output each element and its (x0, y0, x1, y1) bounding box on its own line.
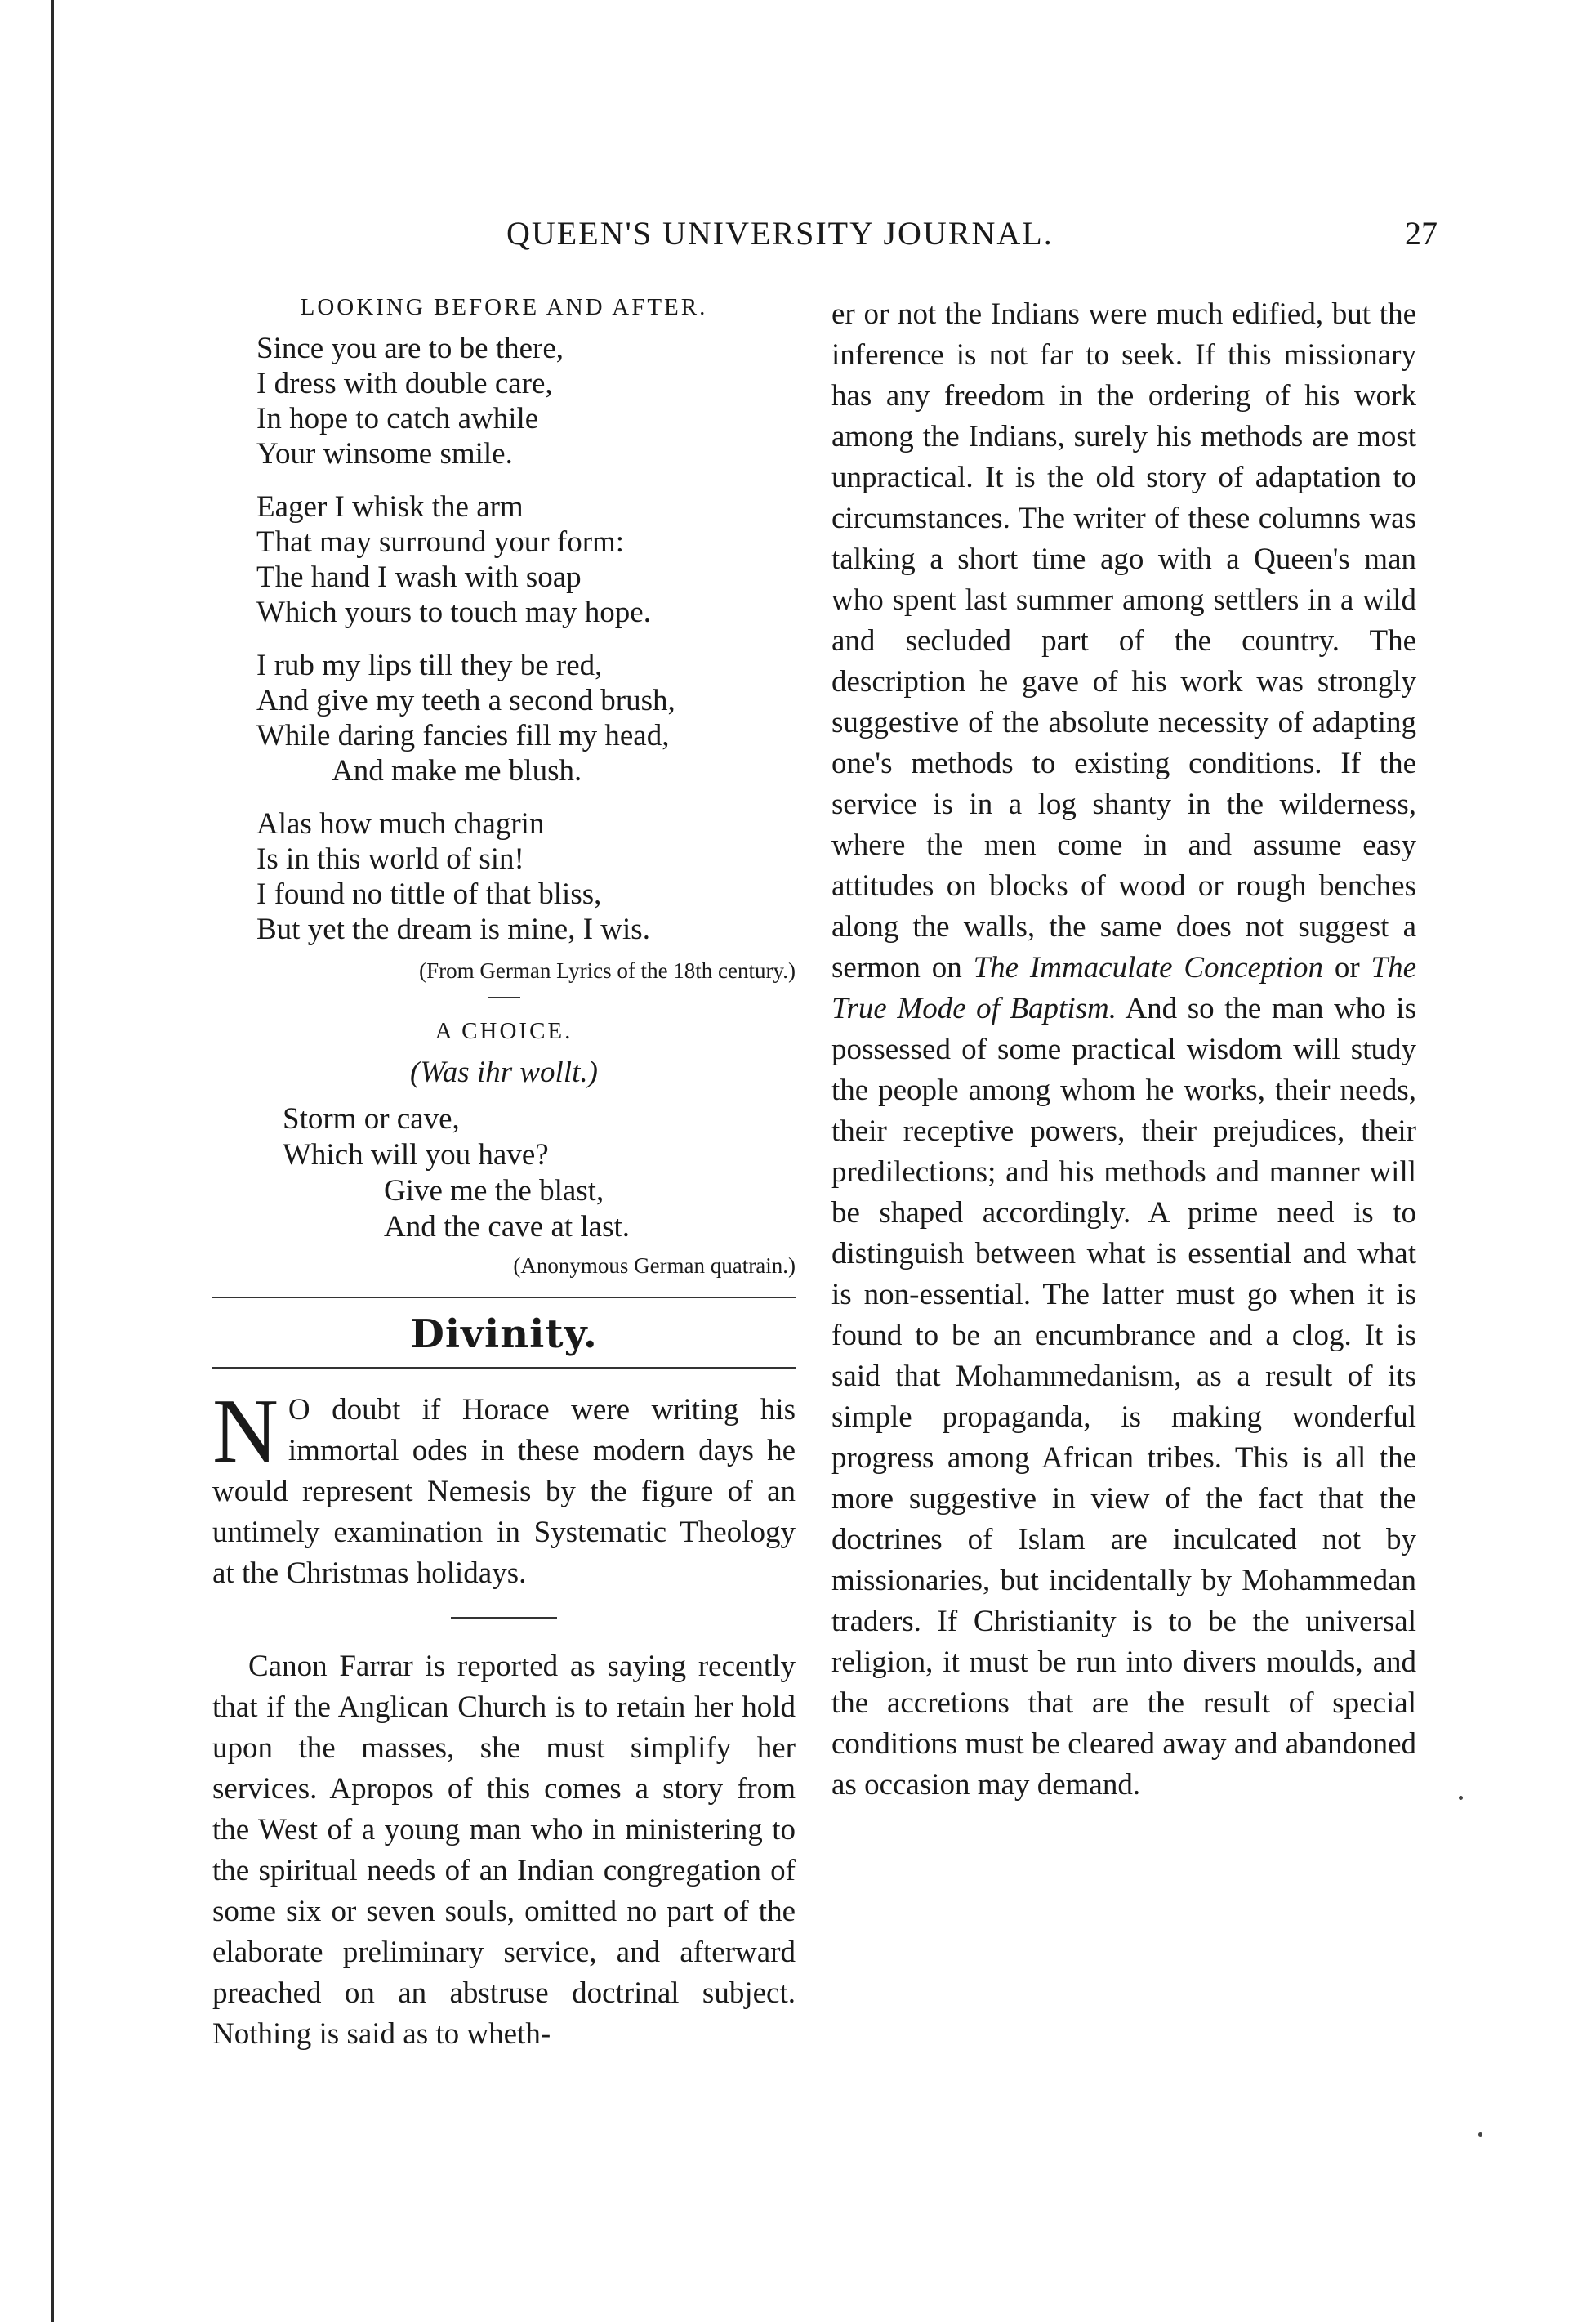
poem-title: LOOKING BEFORE AND AFTER. (300, 294, 708, 320)
article-paragraph (831, 294, 1416, 1806)
poem-stanza (256, 489, 796, 630)
poem-line: Which yours to touch may hope. (256, 596, 651, 629)
right-column (831, 294, 1416, 1806)
poem-line: Is in this world of sin! (256, 842, 524, 876)
poem-line: I rub my lips till they be red, (256, 649, 603, 682)
left-column (212, 294, 796, 2055)
poem-line: That may surround your form: (256, 525, 625, 559)
paragraph-text: And so the man who is possessed of some practical wisdom will study the people among whom he works, their needs, their receptive powers, their prejudices, their predilections; and his methods and manner will be shaped accordingly. A prime need is to distinguish between what is essential and what is non-essential. The latter must go when it is found to be an encumbrance and a clog. It is said that Mohammedanism, as a result of its simple propaganda, is making wonderful progress among African tribes. This is all the more suggestive in view of the fact that the doctrines of Islam are inculcated not by missionaries, but incidentally by Mohammedan traders. If Christianity is to be the universal religion, it must be run into divers moulds, and the accretions that are the result of special conditions must be cleared away and abandoned as occasion may demand. (831, 992, 1416, 1802)
drop-cap: N (212, 1381, 279, 1482)
print-speck (1478, 2132, 1482, 2137)
poem-line: In hope to catch awhile (256, 402, 539, 435)
section-rule (212, 1297, 796, 1298)
print-speck (1459, 1796, 1463, 1800)
poem-line: Your winsome smile. (256, 437, 513, 471)
poem-line: While daring fancies fill my head, (256, 719, 670, 752)
poem-line: Which will you have? (283, 1138, 549, 1172)
poem-line: Since you are to be there, (256, 332, 564, 365)
section-rule (212, 1367, 796, 1369)
poem-line: I found no tittle of that bliss, (256, 877, 602, 911)
sermon-title: The True Mode of Baptism. (831, 951, 1416, 1025)
poem-line: Eager I whisk the arm (256, 490, 524, 524)
poem-line: And make me blush. (332, 754, 582, 788)
poem-subtitle: (Was ihr wollt.) (410, 1056, 598, 1089)
journal-title: QUEEN'S UNIVERSITY JOURNAL. (506, 215, 1054, 252)
poem-stanza (256, 331, 796, 471)
poem-line: Storm or cave, (283, 1102, 460, 1136)
poem-line: And give my teeth a second brush, (256, 684, 675, 717)
poem-line: Give me the blast, (384, 1174, 604, 1208)
page-number: 27 (1405, 215, 1438, 252)
paragraph-text: or (1323, 951, 1371, 985)
page-header (212, 214, 1438, 263)
page-edge-rule (51, 0, 54, 2322)
article-paragraph: Canon Farrar is reported as saying recently that if the Anglican Church is to retain her hold upon the masses, she must simplify her services. Apropos of this comes a story from the West of a young man who in ministering to the spiritual needs of an Indian congregation of some six or seven souls, omitted no part of the elaborate preliminary service, and afterward preached on an abstruse doctrinal subject. Nothing is said as to wheth- (212, 1650, 796, 2051)
sermon-title: The Immaculate Conception (973, 951, 1324, 985)
poem-attribution: (From German Lyrics of the 18th century.) (419, 958, 796, 983)
poem-line: The hand I wash with soap (256, 560, 582, 594)
poem-stanza (212, 1101, 796, 1245)
poem-stanza (256, 806, 796, 947)
paragraph-text: er or not the Indians were much edified, but the inference is not far to seek. If this missionary has any freedom in the ordering of his work among the Indians, surely his methods are most unpractical. It is the old story of adaptation to circumstances. The writer of these columns was talking a short time ago with a Queen's man who spent last summer among settlers in a wild and secluded part of the country. The description he gave of his work was strongly suggestive of the absolute necessity of adapting one's methods to existing conditions. If the service is in a log shanty in the wilderness, where the men come in and assume easy attitudes on blocks of wood or rough benches along the walls, the same does not suggest a sermon on (831, 297, 1416, 985)
section-heading: Divinity. (410, 1311, 598, 1357)
poem-attribution: (Anonymous German quatrain.) (513, 1253, 796, 1278)
separator-dash (488, 997, 520, 998)
article-paragraph (212, 1381, 796, 1594)
poem-line: Alas how much chagrin (256, 807, 545, 841)
poem-line: But yet the dream is mine, I wis. (256, 913, 650, 946)
poem-stanza (256, 648, 796, 788)
poem-title: A CHOICE. (435, 1018, 573, 1044)
poem-line: And the cave at last. (384, 1210, 631, 1244)
poem-line: I dress with double care, (256, 367, 553, 400)
separator-rule (451, 1617, 557, 1619)
paragraph-text: O doubt if Horace were writing his immortal odes in these modern days he would represent Nemesis by the figure of an untimely examination in Systematic Theology at the Christmas holidays. (212, 1393, 796, 1590)
